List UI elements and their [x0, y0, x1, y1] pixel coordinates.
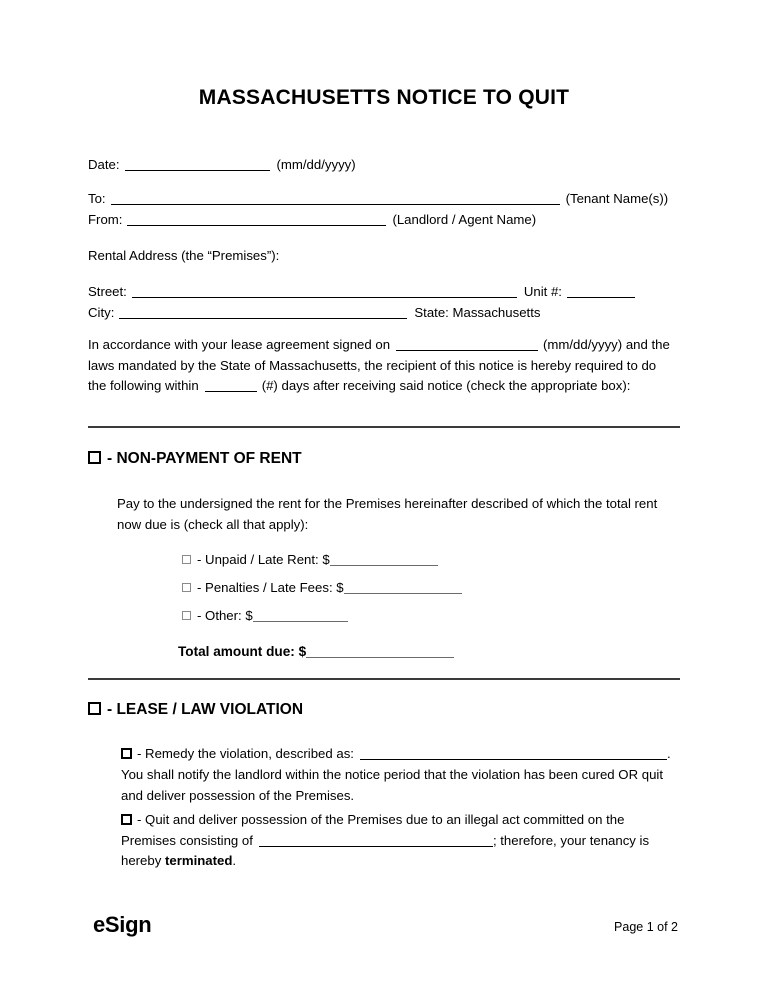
- penalties-late-fees-input-blank[interactable]: [344, 580, 462, 594]
- intro-paragraph: [88, 335, 678, 397]
- quit-possession-line2-post: ; therefore, your: [492, 832, 587, 848]
- quit-possession-line1: - Quit and deliver possession of the Premises due to an illegal act committed on the: [137, 812, 625, 827]
- city-label: City:: [88, 305, 115, 320]
- list-item: [182, 607, 348, 624]
- date-input-blank[interactable]: [125, 157, 270, 171]
- section-heading-violation-label: - LEASE / LAW VIOLATION: [107, 701, 304, 718]
- checkbox-remedy-violation[interactable]: [121, 748, 132, 759]
- days-input-blank[interactable]: [205, 378, 257, 392]
- list-item-label: - Other: $: [197, 608, 253, 623]
- date-row: [88, 156, 356, 173]
- section-heading-nonpayment-label: - NON-PAYMENT OF RENT: [107, 450, 302, 467]
- checkbox-penalties-late-fees[interactable]: [182, 583, 191, 592]
- unit-input-blank[interactable]: [567, 284, 635, 298]
- unpaid-late-rent-input-blank[interactable]: [330, 552, 438, 566]
- intro-part2: (mm/dd/yyyy) and the laws mandated by the State of Massachusetts, the recipient of this notice is hereby required to do the following within: [88, 337, 670, 393]
- esign-logo: eSign: [93, 912, 152, 937]
- street-input-blank[interactable]: [132, 284, 517, 298]
- remedy-violation-row: [121, 745, 671, 762]
- checkbox-unpaid-late-rent[interactable]: [182, 555, 191, 564]
- remedy-violation-label: - Remedy the violation, described as:: [137, 746, 354, 761]
- total-amount-due-input-blank[interactable]: [306, 644, 454, 658]
- checkbox-lease-law-violation[interactable]: [88, 702, 101, 715]
- section-heading-violation: [88, 701, 303, 719]
- section-divider-2: [88, 678, 680, 680]
- tenant-name-input-blank[interactable]: [111, 191, 560, 205]
- city-row: [88, 304, 540, 321]
- list-item-label: - Unpaid / Late Rent: $: [197, 552, 330, 567]
- section-divider-1: [88, 426, 680, 428]
- list-item: [182, 579, 462, 596]
- intro-part1: In accordance with your lease agreement signed on: [88, 337, 391, 352]
- remedy-violation-body: You shall notify the landlord within the notice period that the violation has been cured OR quit and deliver possession of the Premises.: [121, 767, 664, 803]
- quit-possession-line3-pre: tenancy is hereby: [121, 832, 650, 868]
- checkbox-nonpayment-of-rent[interactable]: [88, 451, 101, 464]
- from-label: From:: [88, 212, 123, 227]
- nonpayment-intro: Pay to the undersigned the rent for the Premises hereinafter described of which the total rent now due is (check all that apply):: [117, 496, 658, 532]
- intro-part3: (#) days after receiving said notice (check the appropriate box):: [261, 378, 631, 393]
- quit-possession-terminated: terminated: [165, 853, 233, 868]
- street-row: [88, 283, 635, 300]
- section-heading-nonpayment: [88, 450, 302, 468]
- unit-label: Unit #:: [523, 284, 562, 299]
- violation-description-input-blank[interactable]: [360, 746, 667, 760]
- from-row: [88, 211, 536, 228]
- remedy-trailing-period: .: [666, 746, 671, 761]
- quit-possession-line2-pre: Premises consisting of: [121, 832, 253, 848]
- landlord-name-input-blank[interactable]: [127, 212, 386, 226]
- page-title: MASSACHUSETTS NOTICE TO QUIT: [198, 86, 570, 109]
- lease-date-input-blank[interactable]: [396, 337, 538, 351]
- date-hint: (mm/dd/yyyy): [276, 157, 356, 172]
- city-input-blank[interactable]: [119, 305, 407, 319]
- total-amount-due-label: Total amount due: $: [178, 644, 307, 659]
- to-label: To:: [88, 191, 106, 206]
- from-hint: (Landlord / Agent Name): [392, 212, 537, 227]
- other-input-blank[interactable]: [253, 608, 348, 622]
- checkbox-other[interactable]: [182, 611, 191, 620]
- list-item: [182, 551, 438, 568]
- list-item-label: - Penalties / Late Fees: $: [197, 580, 344, 595]
- quit-possession-block: [121, 810, 677, 872]
- quit-possession-line3-post: .: [232, 853, 237, 868]
- to-hint: (Tenant Name(s)): [565, 191, 669, 206]
- date-label: Date:: [88, 157, 120, 172]
- to-row: [88, 190, 668, 207]
- rental-address-label: Rental Address (the “Premises”):: [88, 248, 280, 263]
- checkbox-quit-and-deliver-possession[interactable]: [121, 814, 132, 825]
- illegal-act-description-input-blank[interactable]: [259, 833, 493, 847]
- state-label: State: Massachusetts: [414, 305, 541, 320]
- total-amount-due-row: [178, 643, 454, 660]
- page-number: Page 1 of 2: [614, 920, 678, 934]
- street-label: Street:: [88, 284, 127, 299]
